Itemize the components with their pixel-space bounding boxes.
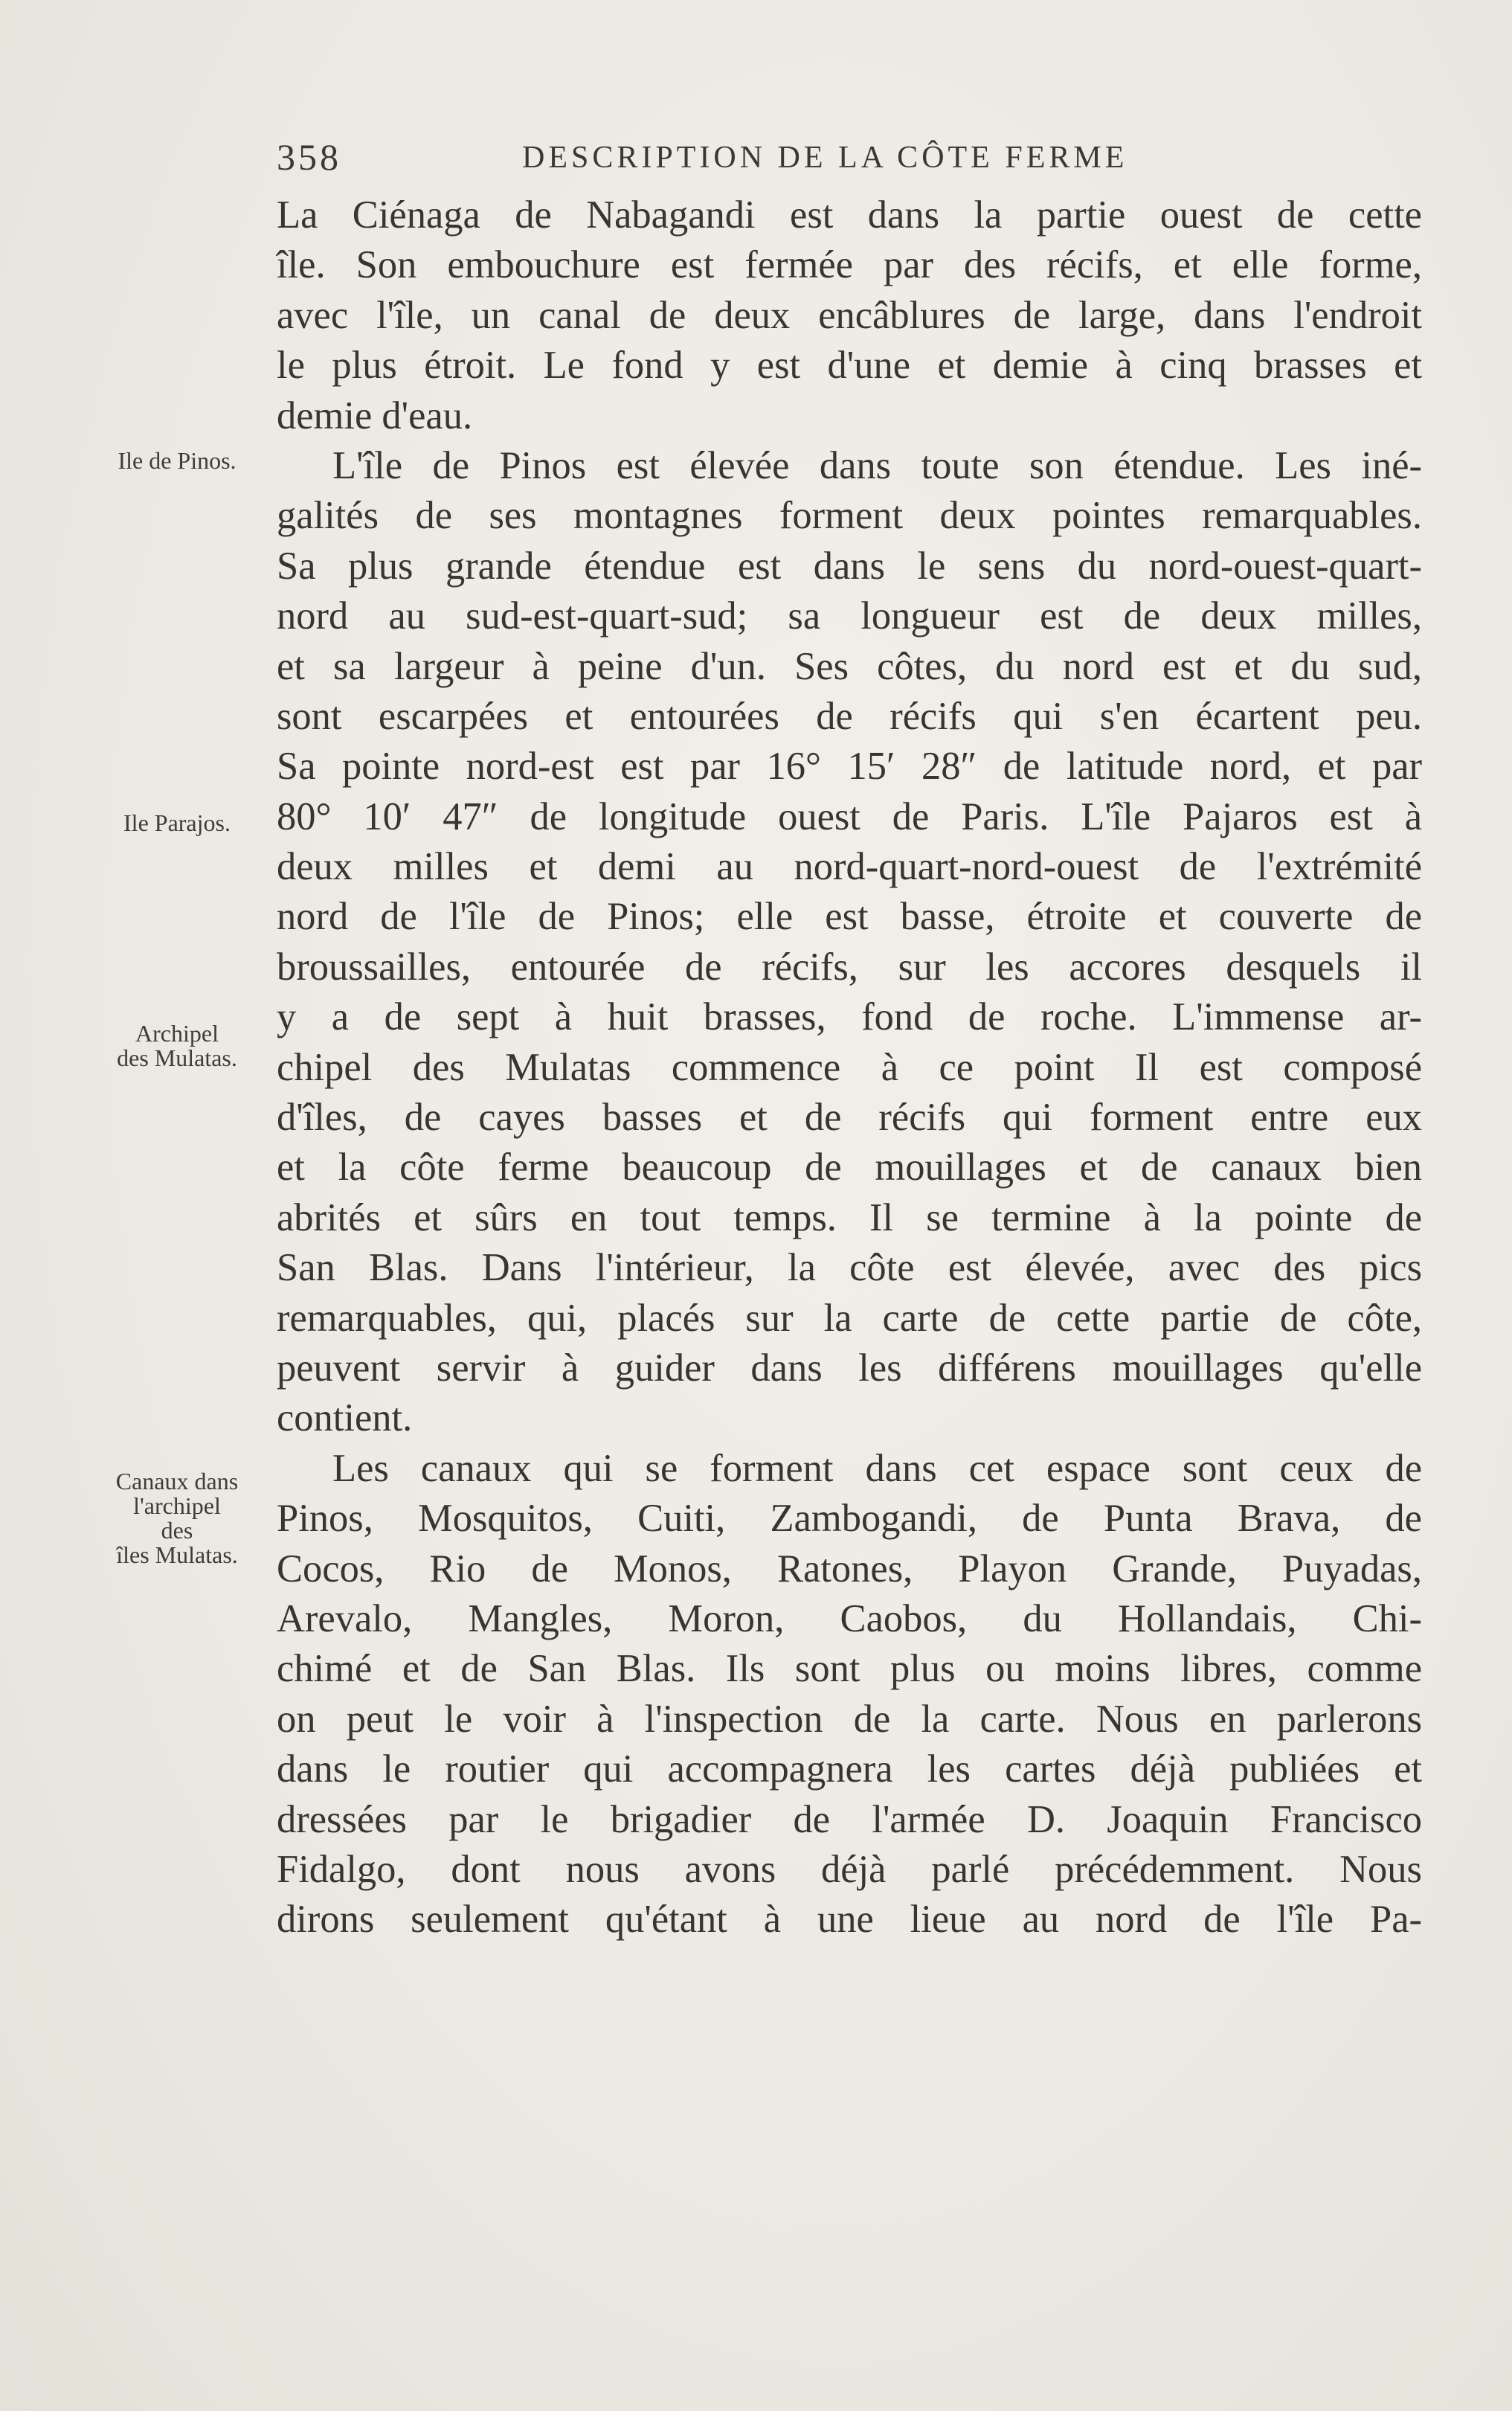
text-line: contient.: [277, 1396, 413, 1440]
text-line: galités de ses montagnes forment deux pointes remarquables.: [277, 494, 1422, 538]
text-line: Les canaux qui se forment dans cet espace sont ceux de: [332, 1446, 1422, 1490]
text-line: sont escarpées et entourées de récifs qui s'en écartent peu.: [277, 694, 1422, 738]
text-line: et sa largeur à peine d'un. Ses côtes, du nord est et du sud,: [277, 644, 1422, 688]
margin-note-line: îles Mulatas.: [116, 1541, 238, 1568]
text-line: peuvent servir à guider dans les différens mouillages qu'elle: [277, 1346, 1422, 1390]
text-line: dressées par le brigadier de l'armée D. Joaquin Francisco: [277, 1797, 1422, 1841]
text-line: La Ciénaga de Nabagandi est dans la partie ouest de cette: [277, 193, 1422, 237]
page-number: 358: [277, 136, 341, 178]
text-line: on peut le voir à l'inspection de la carte. Nous en parlerons: [277, 1697, 1422, 1741]
text-line: broussailles, entourée de récifs, sur les accores desquels il: [277, 945, 1422, 989]
text-line: 80° 10′ 47″ de longitude ouest de Paris. L'île Pajaros est à: [277, 794, 1422, 838]
margin-note-line: Ile Parajos.: [123, 809, 231, 836]
text-line: Fidalgo, dont nous avons déjà parlé précédemment. Nous: [277, 1847, 1422, 1891]
text-line: Sa pointe nord-est est par 16° 15′ 28″ de latitude nord, et par: [277, 745, 1422, 789]
text-line: le plus étroit. Le fond y est d'une et demie à cinq brasses et: [277, 344, 1422, 388]
text-line: île. Son embouchure est fermée par des récifs, et elle forme,: [277, 243, 1422, 287]
margin-note-line: des Mulatas.: [117, 1044, 237, 1071]
text-line: Pinos, Mosquitos, Cuiti, Zambogandi, de Punta Brava, de: [277, 1497, 1422, 1541]
text-line: San Blas. Dans l'intérieur, la côte est élevée, avec des pics: [277, 1246, 1422, 1290]
text-line: Cocos, Rio de Monos, Ratones, Playon Grande, Puyadas,: [277, 1547, 1422, 1590]
text-line: chimé et de San Blas. Ils sont plus ou moins libres, comme: [277, 1647, 1422, 1691]
text-line: deux milles et demi au nord-quart-nord-ouest de l'extrémité: [277, 845, 1422, 889]
page-header: [277, 135, 1422, 187]
margin-note-canaux: [80, 1469, 274, 1567]
margin-note-line: l'archipel: [133, 1492, 221, 1519]
text-line: remarquables, qui, placés sur la carte de cette partie de côte,: [277, 1296, 1422, 1340]
margin-note-ile-de-pinos: [80, 449, 274, 473]
margin-note-ile-parajos: [80, 811, 274, 835]
running-head: DESCRIPTION DE LA CÔTE FERME: [522, 141, 1128, 175]
text-line: Sa plus grande étendue est dans le sens du nord-ouest-quart-: [277, 544, 1422, 588]
text-line: et la côte ferme beaucoup de mouillages et de canaux bien: [277, 1146, 1422, 1190]
text-line: chipel des Mulatas commence à ce point Il est composé: [277, 1045, 1422, 1089]
body-text: [277, 190, 1422, 1945]
margin-note-archipel-mulatas: [80, 1021, 274, 1070]
text-line: d'îles, de cayes basses et de récifs qui forment entre eux: [277, 1096, 1422, 1140]
margin-note-line: Archipel: [135, 1020, 219, 1047]
text-line: nord de l'île de Pinos; elle est basse, étroite et couverte de: [277, 895, 1422, 939]
margin-note-line: des: [161, 1517, 193, 1544]
text-line: dans le routier qui accompagnera les cartes déjà publiées et: [277, 1747, 1422, 1791]
text-line: demie d'eau.: [277, 394, 473, 437]
text-line: nord au sud-est-quart-sud; sa longueur est de deux milles,: [277, 594, 1422, 638]
text-line: Arevalo, Mangles, Moron, Caobos, du Hollandais, Chi-: [277, 1596, 1422, 1640]
text-line: L'île de Pinos est élevée dans toute son étendue. Les iné-: [332, 443, 1422, 487]
text-line: abrités et sûrs en tout temps. Il se termine à la pointe de: [277, 1195, 1422, 1239]
text-line: avec l'île, un canal de deux encâblures de large, dans l'endroit: [277, 293, 1422, 337]
text-line: dirons seulement qu'étant à une lieue au nord de l'île Pa-: [277, 1898, 1422, 1942]
margin-note-line: Ile de Pinos.: [118, 447, 237, 474]
margin-note-line: Canaux dans: [115, 1468, 239, 1495]
text-line: y a de sept à huit brasses, fond de roche. L'immense ar-: [277, 995, 1422, 1039]
